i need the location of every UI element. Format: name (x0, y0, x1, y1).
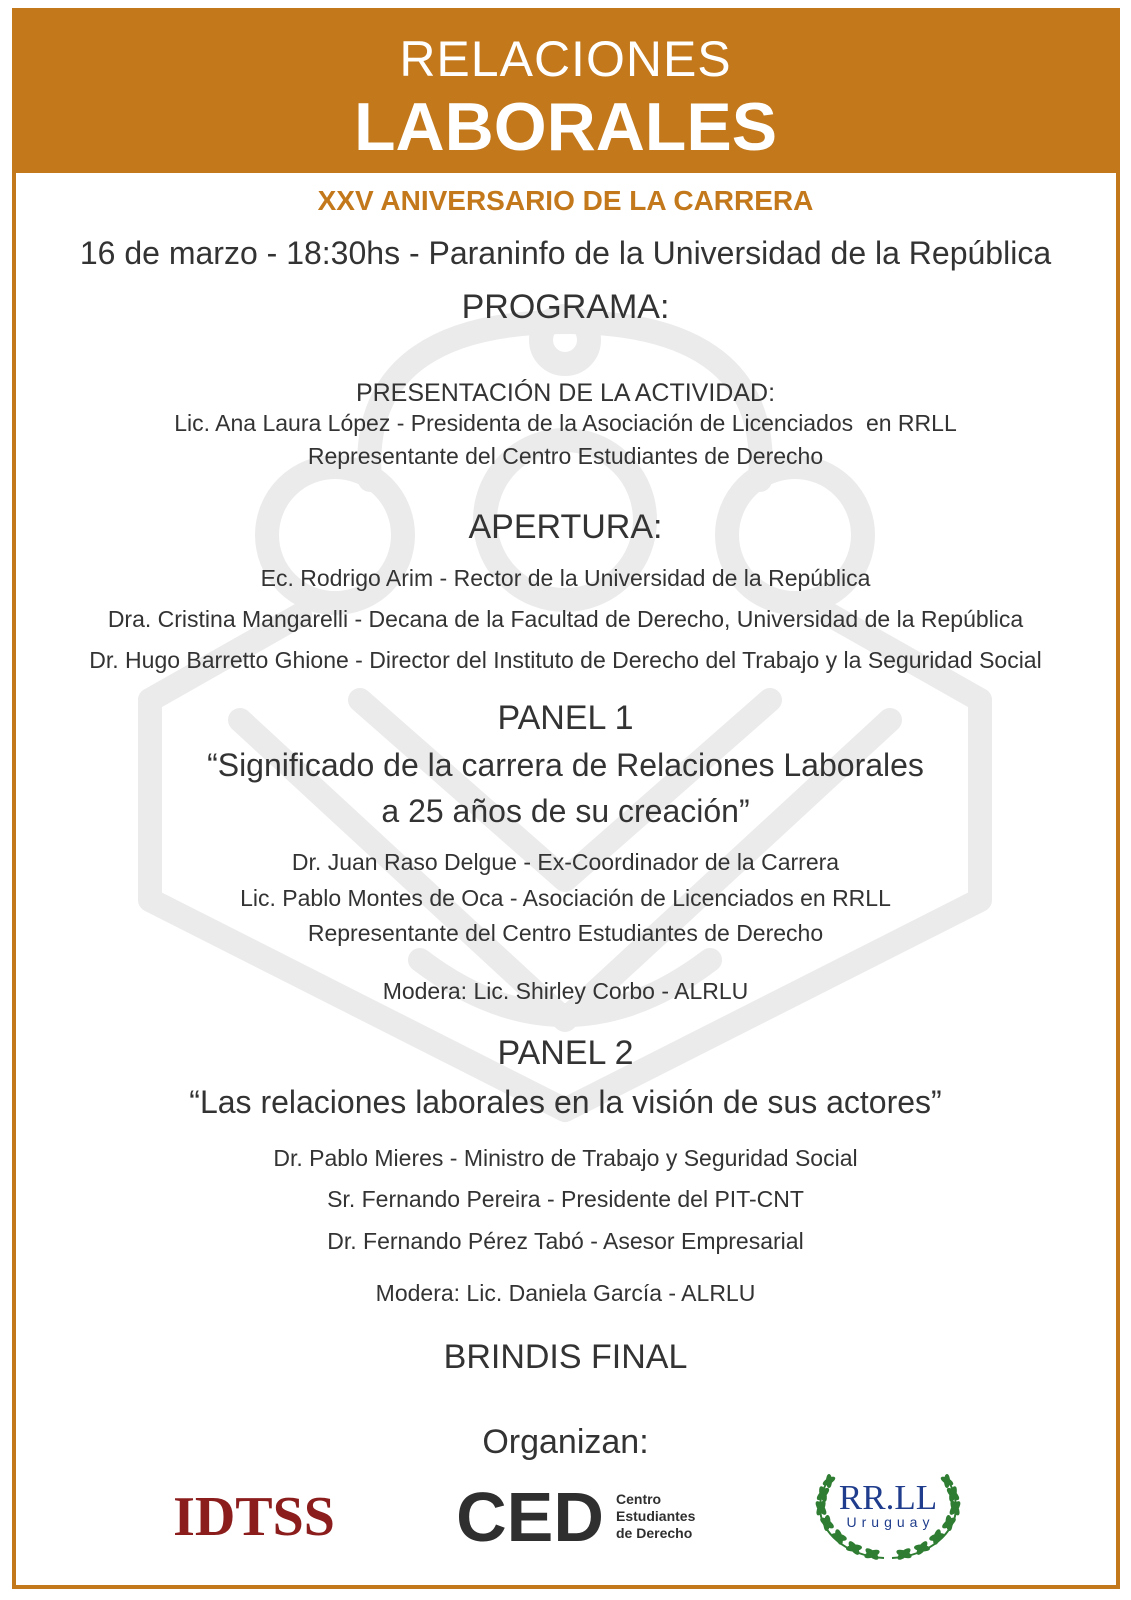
panel-2-speaker: Dr. Pablo Mieres - Ministro de Trabajo y Seguridad Social (273, 1145, 858, 1171)
anniversary-subtitle: XXV ANIVERSARIO DE LA CARRERA (317, 185, 814, 216)
presentation-title: PRESENTACIÓN DE LA ACTIVIDAD: (355, 379, 776, 407)
header-title-line2: LABORALES (353, 89, 778, 165)
presentation-speaker: Representante del Centro Estudiantes de Derecho (307, 443, 824, 469)
header-title-line1: RELACIONES (399, 31, 732, 87)
ced-logo: CED (456, 1478, 604, 1556)
event-details: 16 de marzo - 18:30hs - Paraninfo de la Universidad de la República (79, 235, 1052, 271)
panel-1-topic: a 25 años de su creación” (381, 793, 750, 829)
ced-name-line: Centro (616, 1491, 662, 1507)
panel-1-moderator: Modera: Lic. Shirley Corbo - ALRLU (382, 978, 749, 1004)
rrll-logo-acronym: RR.LL (838, 1478, 938, 1517)
panel-2-moderator: Modera: Lic. Daniela García - ALRLU (375, 1280, 756, 1306)
panel-2-topic: “Las relaciones laborales en la visión de sus actores” (189, 1084, 942, 1120)
rrll-logo-country: Uruguay (846, 1514, 935, 1530)
panel-2-speaker: Dr. Fernando Pérez Tabó - Asesor Empresarial (327, 1228, 804, 1254)
panel-1-speaker: Lic. Pablo Montes de Oca - Asociación de Licenciados en RRLL (240, 885, 891, 911)
closing-title: BRINDIS FINAL (443, 1338, 688, 1376)
panel-1-speaker: Representante del Centro Estudiantes de Derecho (307, 920, 824, 946)
presentation-speaker: Lic. Ana Laura López - Presidenta de la Asociación de Licenciados en RRLL (174, 410, 957, 436)
ced-name-line: de Derecho (616, 1525, 693, 1541)
opening-title: APERTURA: (468, 508, 663, 546)
ced-logo-name (616, 1491, 695, 1542)
panel-2-title: PANEL 2 (497, 1034, 634, 1072)
panel-1-title: PANEL 1 (497, 699, 634, 737)
panel-2-speaker: Sr. Fernando Pereira - Presidente del PIT-CNT (327, 1186, 804, 1212)
opening-speaker: Dr. Hugo Barretto Ghione - Director del Instituto de Derecho del Trabajo y la Seguridad Social (89, 647, 1042, 673)
opening-speaker: Dra. Cristina Mangarelli - Decana de la Facultad de Derecho, Universidad de la República (107, 606, 1024, 632)
laurel-leaf (846, 1544, 863, 1552)
laurel-leaf (914, 1544, 931, 1552)
ced-name-line: Estudiantes (616, 1508, 696, 1524)
panel-1-speaker: Dr. Juan Raso Delgue - Ex-Coordinador de la Carrera (291, 849, 840, 875)
organizers-title: Organizan: (482, 1423, 649, 1461)
panel-1-topic: “Significado de la carrera de Relaciones Laborales (207, 747, 924, 783)
program-title: PROGRAMA: (461, 288, 670, 326)
opening-speaker: Ec. Rodrigo Arim - Rector de la Universidad de la República (260, 565, 871, 591)
idtss-logo: IDTSS (173, 1486, 335, 1548)
